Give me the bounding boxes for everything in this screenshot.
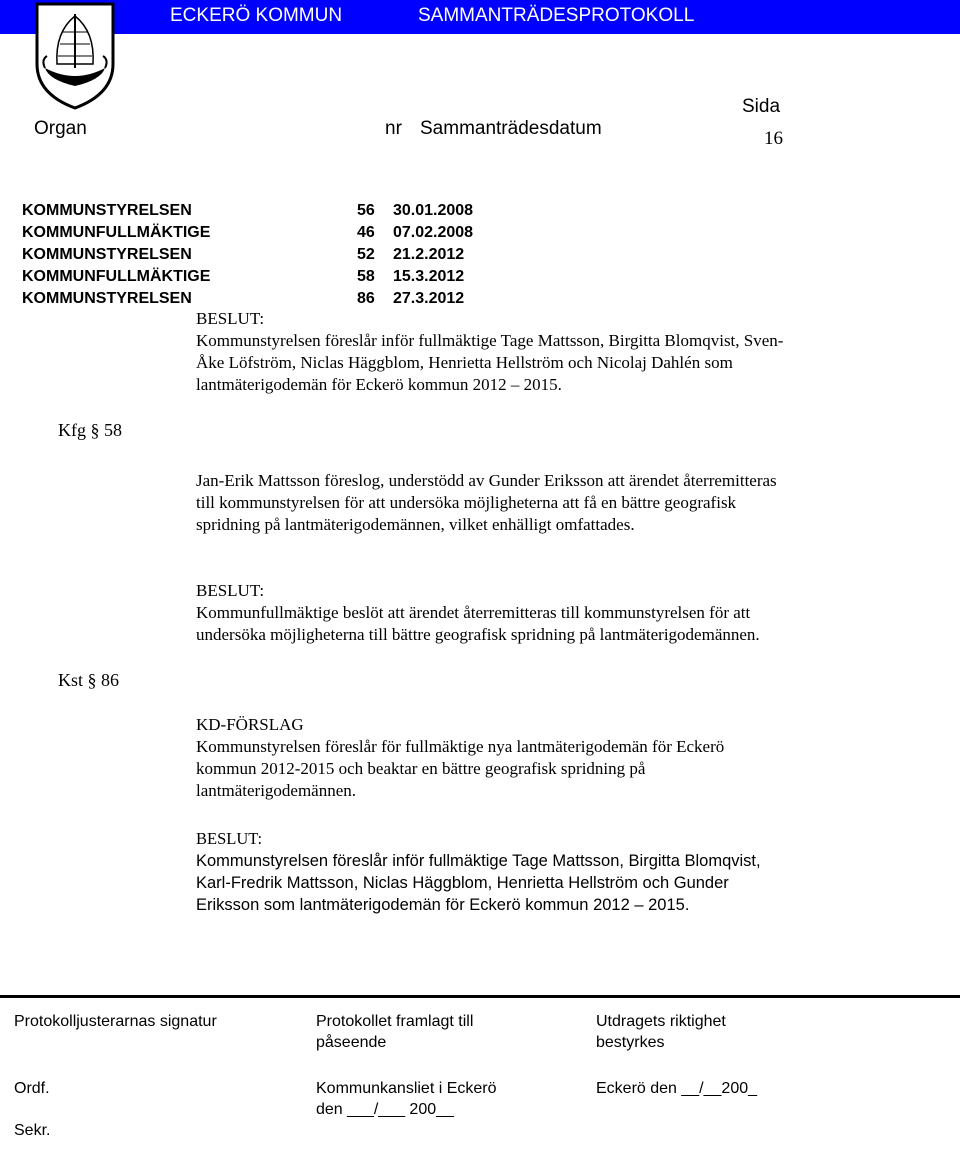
beslut-block-1: [196, 308, 786, 396]
footer-kansli: Kommunkansliet i Eckerö: [316, 1080, 497, 1097]
reference-organ: KOMMUNFULLMÄKTIGE: [22, 224, 211, 241]
footer-col2-title: Protokollet framlagt till påseende: [316, 1013, 474, 1051]
reference-date: 27.3.2012: [393, 290, 465, 307]
reference-nr: 58: [357, 268, 375, 285]
reference-nr: 86: [357, 290, 375, 307]
footer-eckero-den: Eckerö den __/__200_: [596, 1080, 758, 1097]
page-number: 16: [764, 128, 783, 149]
label-page: Sida: [742, 96, 781, 117]
reference-date: 30.01.2008: [393, 202, 474, 219]
kd-heading: KD-FÖRSLAG: [196, 715, 304, 734]
label-organ: Organ: [34, 118, 87, 139]
footer-ordf: Ordf.: [14, 1080, 50, 1097]
beslut-heading: BESLUT:: [196, 309, 265, 328]
reference-date: 21.2.2012: [393, 246, 465, 263]
section-label-kfg: Kfg § 58: [58, 420, 122, 440]
municipality-name: ECKERÖ KOMMUN: [170, 5, 343, 26]
footer-sekr: Sekr.: [14, 1122, 51, 1139]
viking-ship-coat-of-arms-icon: [35, 2, 115, 110]
beslut-heading: BESLUT:: [196, 581, 265, 600]
beslut-block-2: [196, 580, 786, 646]
document-type: SAMMANTRÄDESPROTOKOLL: [418, 5, 695, 26]
reference-row: [22, 266, 473, 288]
footer-col1-title: Protokolljusterarnas signatur: [14, 1013, 217, 1030]
label-nr: nr: [385, 118, 402, 139]
kd-text: Kommunstyrelsen föreslår för fullmäktige nya lantmäterigodemän för Eckerö kommun 2012-2015 och beaktar en bättre geografisk spridning på lantmäterigodemännen.: [196, 737, 725, 800]
label-date: Sammanträdesdatum: [420, 118, 602, 139]
reference-organ: KOMMUNSTYRELSEN: [22, 246, 192, 263]
reference-row: [22, 200, 473, 222]
beslut-text: Kommunstyrelsen föreslår inför fullmäktige Tage Mattsson, Birgitta Blomqvist, Karl-Fredrik Mattsson, Niclas Häggblom, Henrietta Hellström och Gunder Eriksson som lantmäterigodemän för Eckerö kommun 2012 – 2015.: [196, 852, 761, 914]
footer-den-line: den ___/___ 200__: [316, 1101, 454, 1118]
beslut-text: Kommunfullmäktige beslöt att ärendet återremitteras till kommunstyrelsen för att undersöka möjligheterna till bättre geografisk spridning på lantmäterigodemännen.: [196, 603, 760, 644]
beslut-text: Kommunstyrelsen föreslår inför fullmäktige Tage Mattsson, Birgitta Blomqvist, Sven-Åke Löfström, Niclas Häggblom, Henrietta Hellström och Nicolaj Dahlén som lantmäterigodemän för Eckerö kommun 2012 – 2015.: [196, 331, 784, 394]
reference-date: 15.3.2012: [393, 268, 465, 285]
section-label-kst: Kst § 86: [58, 670, 120, 690]
proposal-text: Jan-Erik Mattsson föreslog, understödd av Gunder Eriksson att ärendet återremitteras till kommunstyrelsen för att undersöka möjligheterna att få en bättre geografisk spridning på lantmäterigodemännen, vilket enhälligt omfattades.: [196, 471, 777, 534]
reference-nr: 56: [357, 202, 375, 219]
reference-nr: 46: [357, 224, 375, 241]
reference-table: [22, 200, 473, 310]
reference-date: 07.02.2008: [393, 224, 474, 241]
beslut-block-3: [196, 828, 786, 916]
reference-organ: KOMMUNSTYRELSEN: [22, 202, 192, 219]
proposal-block: [196, 470, 786, 536]
reference-nr: 52: [357, 246, 375, 263]
kd-proposal-block: [196, 714, 786, 802]
reference-row: [22, 222, 473, 244]
reference-row: [22, 288, 473, 310]
reference-organ: KOMMUNFULLMÄKTIGE: [22, 268, 211, 285]
reference-row: [22, 244, 473, 266]
beslut-heading: BESLUT:: [196, 829, 263, 848]
footer-col3-title: Utdragets riktighet bestyrkes: [596, 1013, 726, 1051]
footer-divider: [0, 995, 960, 998]
reference-organ: KOMMUNSTYRELSEN: [22, 290, 192, 307]
